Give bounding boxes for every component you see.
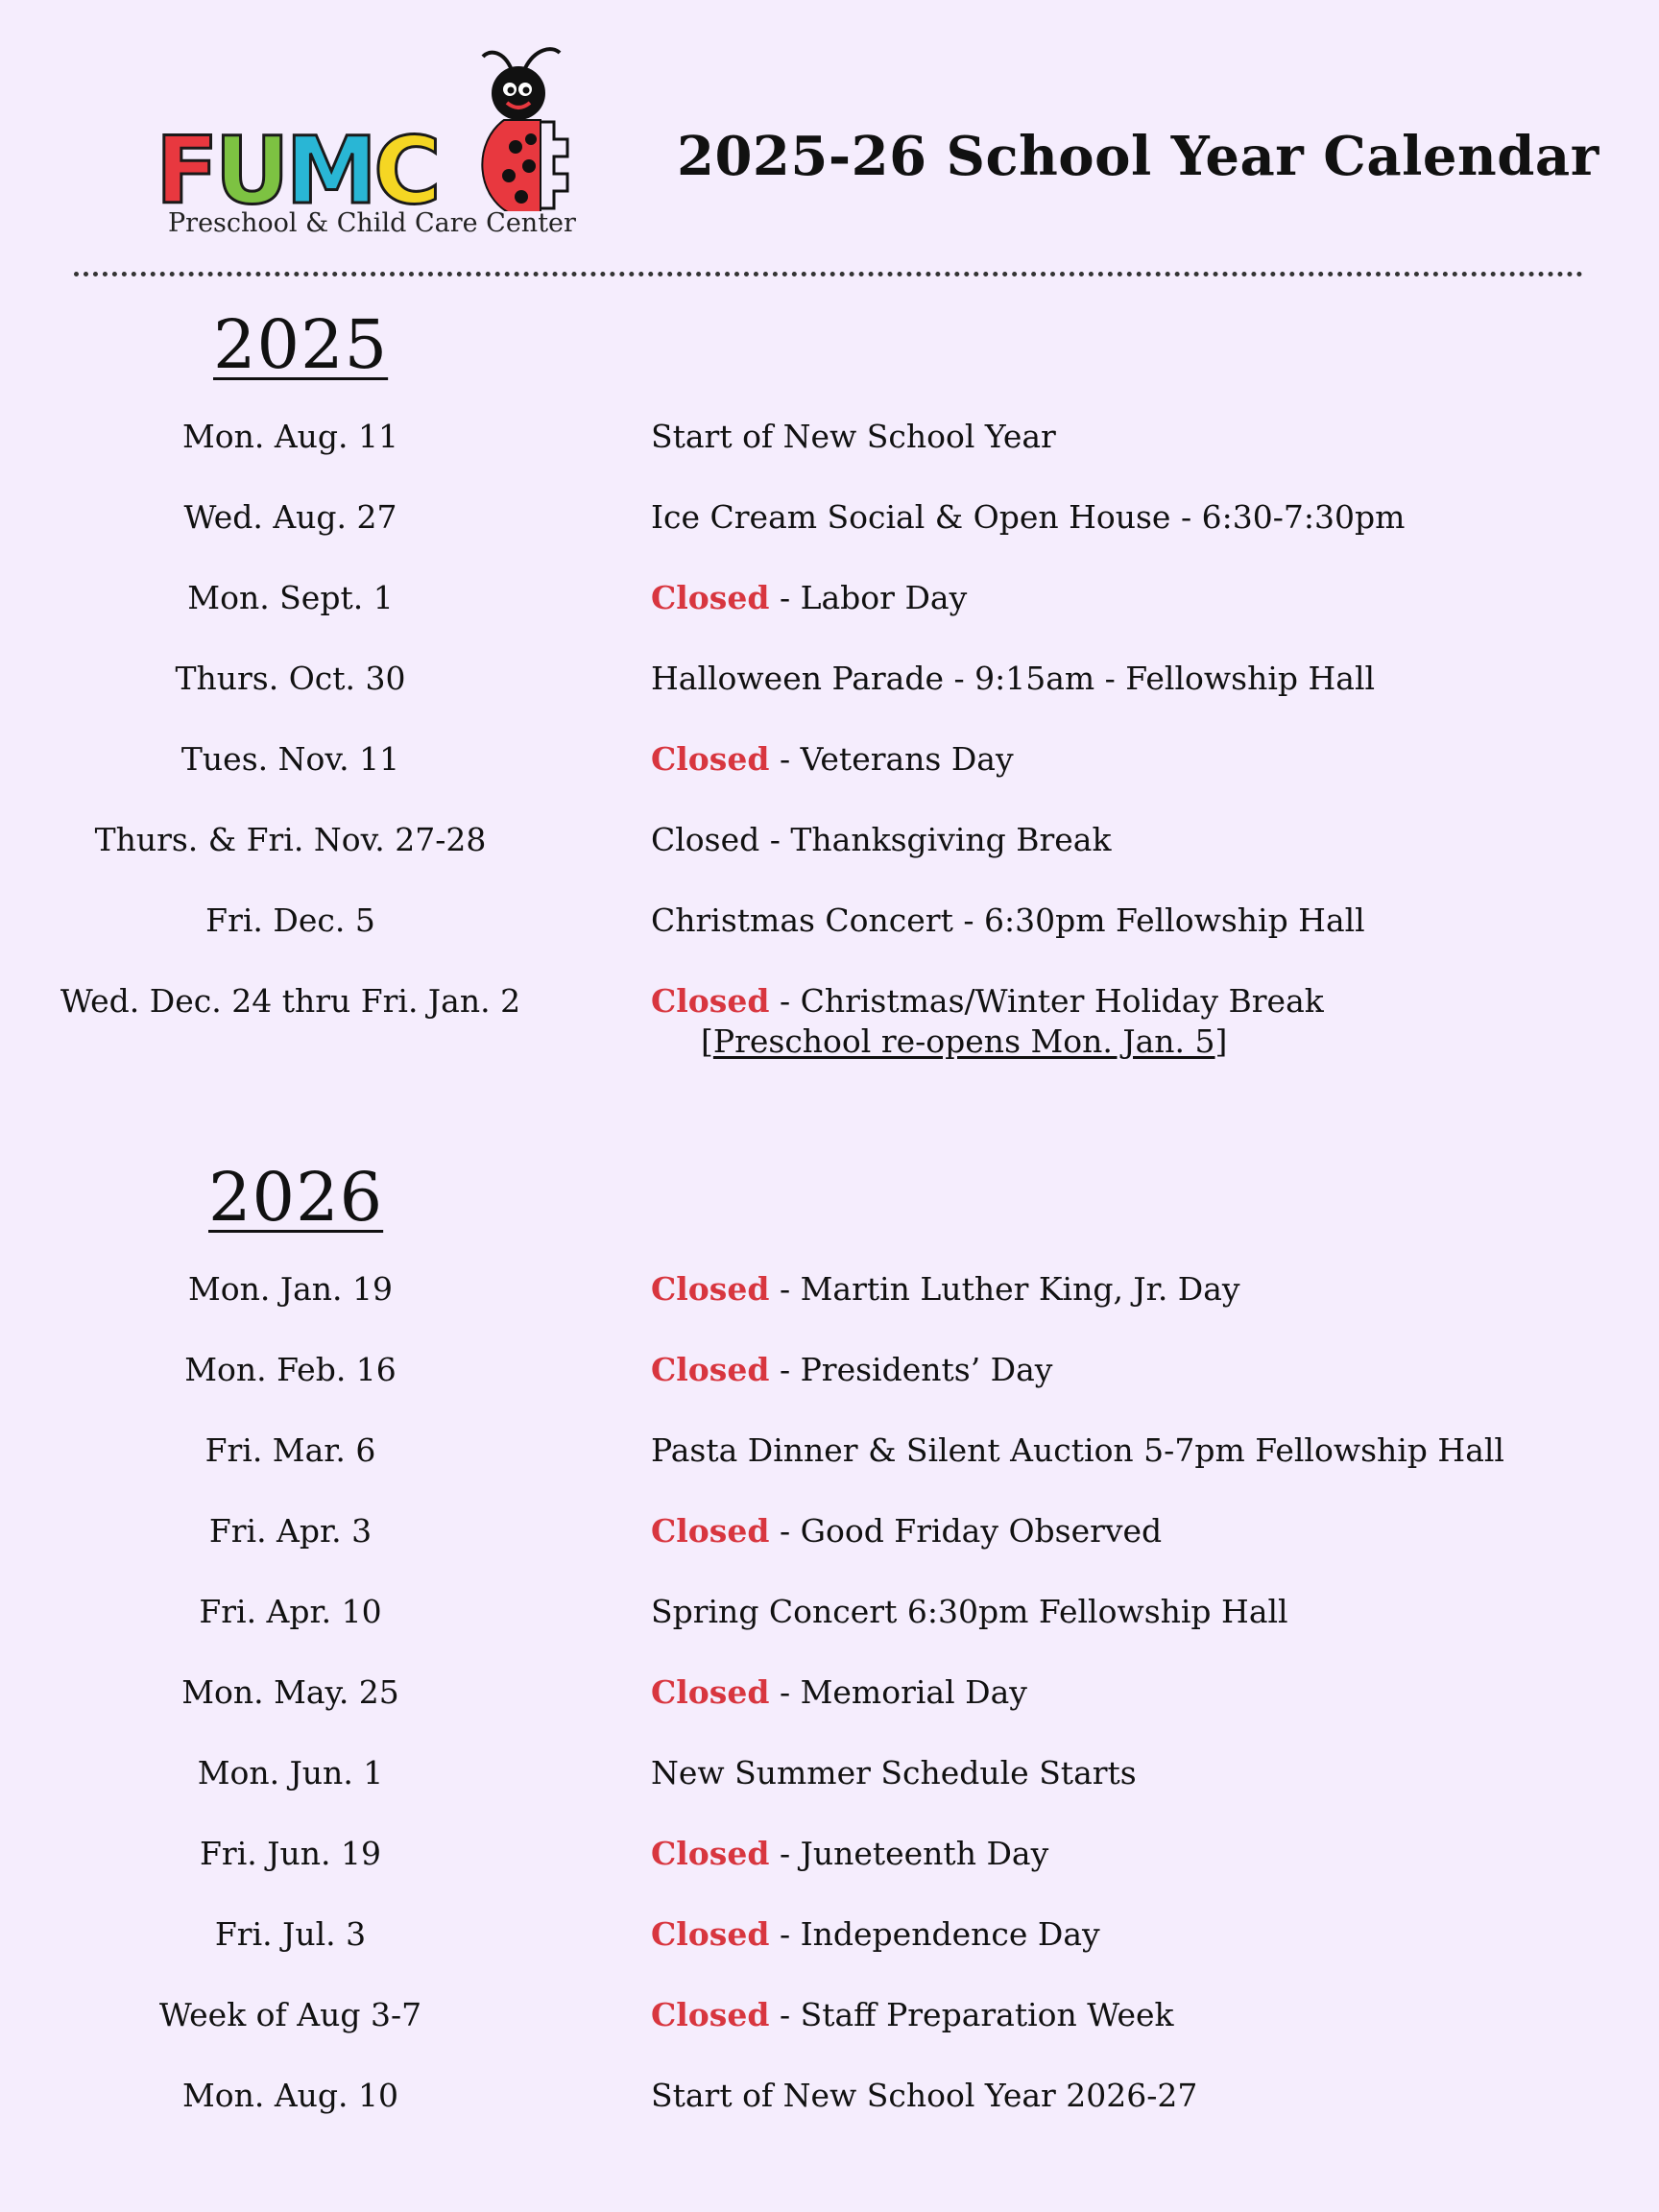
event-description <box>651 1268 1240 1310</box>
event-row <box>0 738 1659 796</box>
event-description <box>651 980 1324 1022</box>
event-text: Halloween Parade - 9:15am - Fellowship Hall <box>651 660 1376 697</box>
event-row <box>0 496 1659 554</box>
logo-letter-c: C <box>373 117 438 225</box>
event-text: - Juneteenth Day <box>769 1835 1049 1872</box>
event-description <box>651 577 967 619</box>
event-description <box>651 1510 1162 1552</box>
event-description <box>651 416 1056 458</box>
event-date: Thurs. Oct. 30 <box>175 660 406 697</box>
year-heading-2026: 2026 <box>208 1158 384 1237</box>
closed-label: Closed <box>651 1915 770 1953</box>
event-row <box>0 658 1659 715</box>
closed-label: Closed <box>651 1835 770 1872</box>
event-date: Wed. Aug. 27 <box>183 498 397 536</box>
event-date: Mon. May. 25 <box>181 1673 399 1711</box>
fumc-logo <box>154 43 586 245</box>
event-description <box>651 1430 1504 1472</box>
event-note: [Preschool re-opens Mon. Jan. 5] <box>701 1022 1228 1060</box>
page-title: 2025-26 School Year Calendar <box>677 125 1599 188</box>
event-row <box>0 1510 1659 1568</box>
event-text: - Martin Luther King, Jr. Day <box>769 1270 1240 1308</box>
event-description <box>651 819 1111 861</box>
event-text: - Labor Day <box>769 579 968 616</box>
dotted-divider <box>74 272 1583 276</box>
event-date: Fri. Mar. 6 <box>204 1431 376 1469</box>
event-description <box>651 738 1014 781</box>
event-text: - Veterans Day <box>769 740 1014 778</box>
event-text: - Independence Day <box>769 1915 1100 1953</box>
event-date: Fri. Apr. 3 <box>208 1512 373 1550</box>
event-row <box>0 1349 1659 1407</box>
event-description <box>651 2075 1197 2117</box>
ladybug-icon <box>466 43 586 211</box>
logo-subtitle: Preschool & Child Care Center <box>168 208 576 238</box>
event-text: - Christmas/Winter Holiday Break <box>769 982 1324 1020</box>
event-description <box>651 1913 1100 1956</box>
event-row <box>0 1430 1659 1487</box>
header <box>0 0 1659 278</box>
event-row <box>0 1752 1659 1810</box>
closed-label: Closed <box>651 982 770 1020</box>
event-text: - Memorial Day <box>769 1673 1027 1711</box>
reopen-note: Preschool re-opens Mon. Jan. 5 <box>712 1022 1215 1060</box>
event-row <box>0 819 1659 877</box>
event-text: New Summer Schedule Starts <box>651 1754 1137 1791</box>
event-date: Fri. Apr. 10 <box>199 1593 382 1630</box>
event-description <box>651 1591 1288 1633</box>
event-row <box>0 900 1659 957</box>
event-date: Fri. Jun. 19 <box>200 1835 381 1872</box>
event-text: Spring Concert 6:30pm Fellowship Hall <box>651 1593 1288 1630</box>
closed-label: Closed <box>651 1351 770 1388</box>
event-description <box>651 1349 1052 1391</box>
event-date: Mon. Aug. 10 <box>181 2077 399 2114</box>
event-description <box>651 1833 1048 1875</box>
event-description <box>651 1752 1137 1794</box>
logo-letter-f: F <box>156 117 215 225</box>
event-date: Mon. Aug. 11 <box>181 418 399 455</box>
year-heading-2025: 2025 <box>213 305 389 384</box>
logo-letter-u: U <box>214 117 286 225</box>
event-row <box>0 1671 1659 1729</box>
event-text: Christmas Concert - 6:30pm Fellowship Hall <box>651 902 1365 939</box>
logo-wordmark <box>156 117 438 225</box>
event-row <box>0 1591 1659 1648</box>
event-description <box>651 1671 1027 1714</box>
event-date: Mon. Sept. 1 <box>187 579 394 616</box>
event-row <box>0 1833 1659 1890</box>
event-text: - Good Friday Observed <box>769 1512 1163 1550</box>
closed-label: Closed <box>651 1673 770 1711</box>
event-date: Week of Aug 3-7 <box>158 1996 422 2033</box>
event-description <box>651 658 1375 700</box>
closed-label: Closed <box>651 1996 770 2033</box>
event-description <box>651 1994 1174 2036</box>
logo-letter-m: M <box>285 117 374 225</box>
event-date: Wed. Dec. 24 thru Fri. Jan. 2 <box>60 982 521 1020</box>
event-row <box>0 416 1659 473</box>
event-row <box>0 2075 1659 2132</box>
event-row <box>0 577 1659 635</box>
event-text: Ice Cream Social & Open House - 6:30-7:30pm <box>651 498 1406 536</box>
event-date: Fri. Dec. 5 <box>205 902 375 939</box>
event-row <box>0 1268 1659 1326</box>
event-text: Start of New School Year <box>651 418 1056 455</box>
closed-label: Closed <box>651 579 770 616</box>
event-text: Pasta Dinner & Silent Auction 5-7pm Fellowship Hall <box>651 1431 1504 1469</box>
event-text: Closed - Thanksgiving Break <box>651 821 1112 858</box>
event-date: Mon. Jun. 1 <box>197 1754 384 1791</box>
closed-label: Closed <box>651 1270 770 1308</box>
event-text: - Staff Preparation Week <box>769 1996 1174 2033</box>
event-text: - Presidents’ Day <box>769 1351 1053 1388</box>
event-date: Mon. Jan. 19 <box>187 1270 394 1308</box>
closed-label: Closed <box>651 740 770 778</box>
event-date: Tues. Nov. 11 <box>180 740 400 778</box>
event-date: Mon. Feb. 16 <box>184 1351 397 1388</box>
event-row <box>0 1913 1659 1971</box>
event-description <box>651 496 1405 539</box>
event-text: Start of New School Year 2026-27 <box>651 2077 1198 2114</box>
event-date: Fri. Jul. 3 <box>214 1915 367 1953</box>
event-row <box>0 1994 1659 2052</box>
event-row <box>0 980 1659 1076</box>
event-date: Thurs. & Fri. Nov. 27-28 <box>94 821 487 858</box>
closed-label: Closed <box>651 1512 770 1550</box>
event-description <box>651 900 1365 942</box>
